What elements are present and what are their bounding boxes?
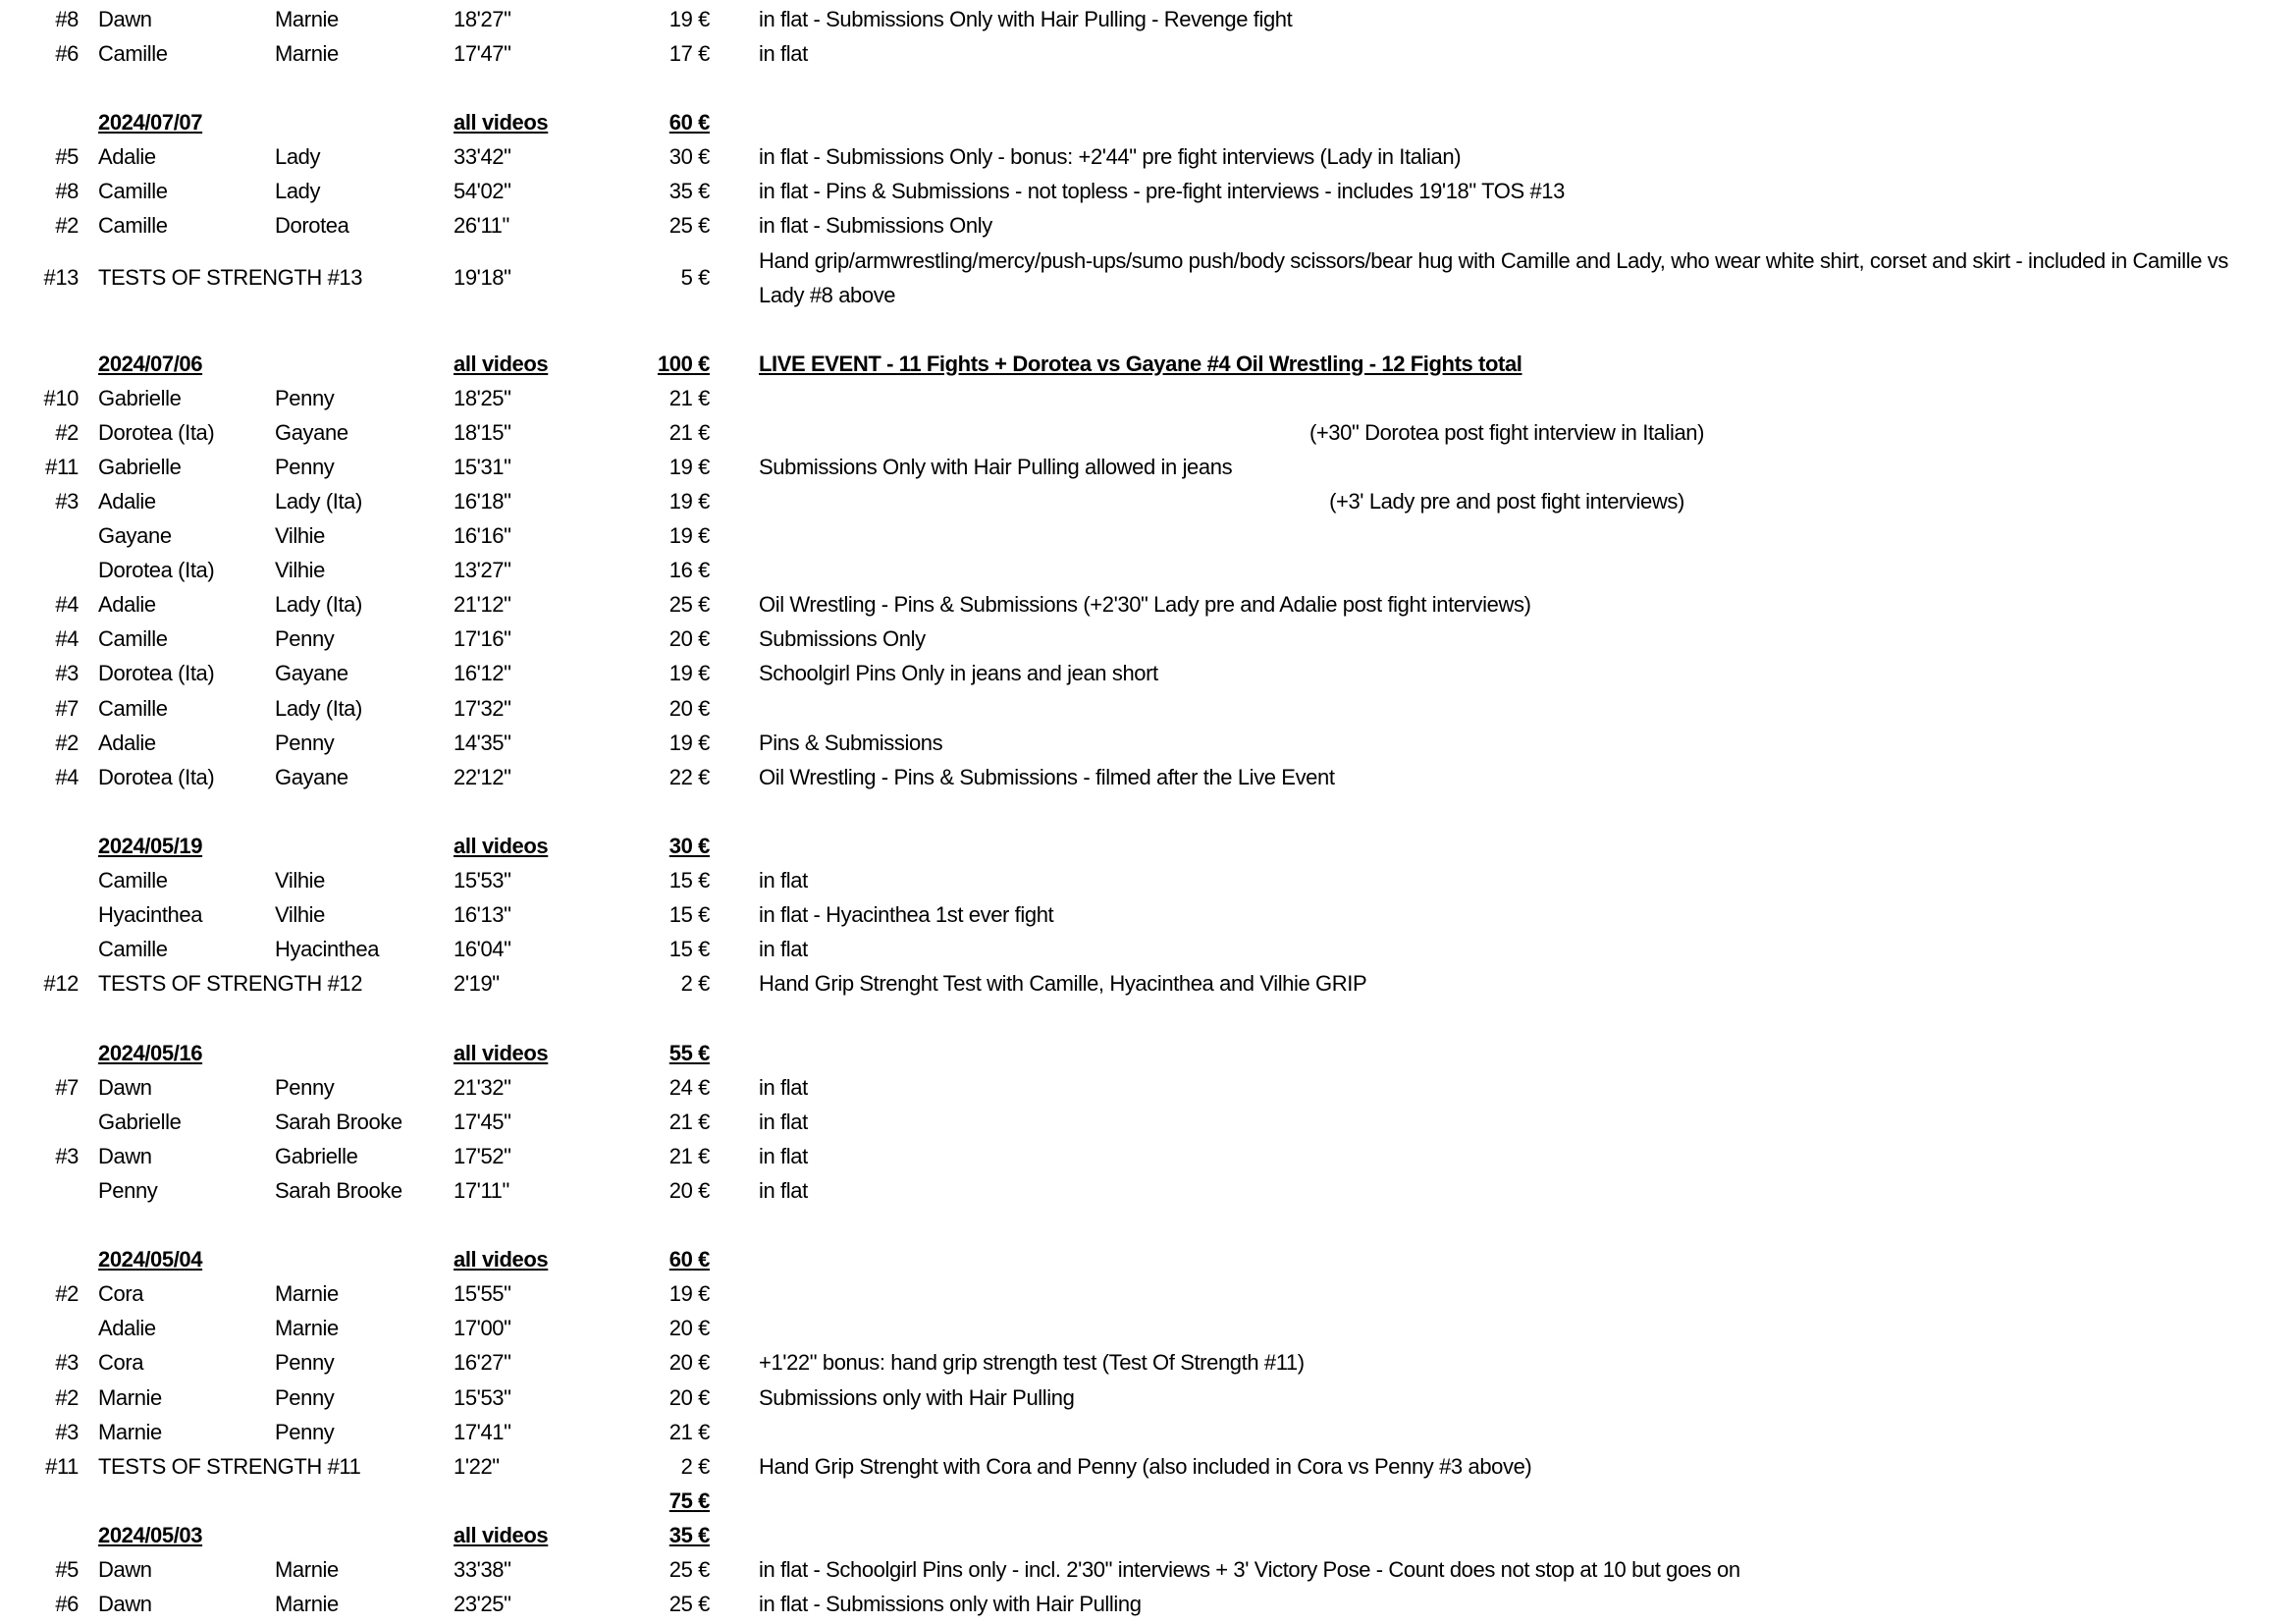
group-date: 2024/05/16: [98, 1040, 203, 1065]
fight-row: [0, 760, 2296, 794]
fight-row: [0, 1415, 2296, 1449]
fight-number: #5: [55, 143, 79, 169]
fight-note: in flat - Submissions Only with Hair Pulling - Revenge fight: [759, 6, 1293, 31]
fighter-1: Adalie: [98, 592, 156, 618]
price: 19 €: [668, 454, 710, 479]
fight-number: #13: [43, 264, 79, 290]
fighter-2: Sarah Brooke: [275, 1109, 402, 1134]
price: 2 €: [680, 1453, 710, 1479]
duration: 17'47": [454, 40, 511, 66]
fighter-2: Marnie: [275, 1557, 339, 1582]
fight-note: in flat - Pins & Submissions - not topless - pre-fight interviews - includes 19'18" TOS #13: [759, 179, 1565, 203]
fighter-1: Hyacinthea: [98, 902, 203, 928]
fight-row: [0, 554, 2296, 588]
fight-note: in flat: [759, 40, 808, 66]
fighter-1: Dorotea (Ita): [98, 661, 215, 686]
fight-number: #2: [55, 419, 79, 445]
fight-row: [0, 244, 2296, 312]
duration: 16'18": [454, 488, 511, 514]
duration: 17'00": [454, 1316, 511, 1341]
fighter-1: Adalie: [98, 1316, 156, 1341]
price: 19 €: [668, 1281, 710, 1307]
duration: 15'55": [454, 1281, 511, 1307]
fighter-1: Adalie: [98, 143, 156, 169]
duration: 16'27": [454, 1350, 511, 1376]
price: 2 €: [680, 971, 710, 997]
fighter-1: Dawn: [98, 1074, 152, 1100]
fight-row: [0, 1070, 2296, 1105]
fighter-1: Gabrielle: [98, 1109, 182, 1134]
fight-note: in flat: [759, 937, 808, 962]
duration: 18'15": [454, 419, 511, 445]
fight-note: in flat - Submissions Only: [759, 213, 992, 239]
fight-number: #8: [55, 6, 79, 31]
fighter-2: Sarah Brooke: [275, 1177, 402, 1203]
fighter-1: Gabrielle: [98, 454, 182, 479]
fight-number: #3: [55, 1143, 79, 1168]
all-videos-label: all videos: [454, 109, 549, 135]
duration: 16'04": [454, 937, 511, 962]
fighter-1: Dorotea (Ita): [98, 558, 215, 583]
price: 20 €: [668, 1384, 710, 1410]
fighter-1: Camille: [98, 868, 168, 893]
fighter-2: Hyacinthea: [275, 937, 380, 962]
fight-note: Oil Wrestling - Pins & Submissions - filmed after the Live Event: [759, 764, 1335, 789]
price: 20 €: [668, 695, 710, 721]
group-date: 2024/05/19: [98, 833, 203, 858]
fight-number: #2: [55, 1384, 79, 1410]
fight-row: [0, 1588, 2296, 1622]
fight-row: [0, 1346, 2296, 1380]
fighter-2: Penny: [275, 730, 335, 755]
fighter-2: Marnie: [275, 6, 339, 31]
fight-number: #4: [55, 592, 79, 618]
fighter-1: Dawn: [98, 1143, 152, 1168]
fight-row: [0, 588, 2296, 623]
fighter-1: TESTS OF STRENGTH #11: [98, 1453, 361, 1479]
fight-note: (+30" Dorotea post fight interview in Italian): [1308, 419, 1705, 445]
fight-number: #6: [55, 1592, 79, 1617]
fighter-1: Adalie: [98, 730, 156, 755]
fight-note: in flat: [759, 868, 808, 893]
fighter-1: Marnie: [98, 1419, 162, 1444]
duration: 21'12": [454, 592, 511, 618]
fight-note: Hand Grip Strenght Test with Camille, Hyacinthea and Vilhie GRIP: [759, 971, 1367, 997]
fight-note: in flat - Submissions Only - bonus: +2'44" pre fight interviews (Lady in Italian): [759, 143, 1462, 169]
fighter-2: Gayane: [275, 764, 348, 789]
date-group-header: [0, 1243, 2296, 1277]
price: 20 €: [668, 1177, 710, 1203]
fighter-2: Marnie: [275, 40, 339, 66]
price: 19 €: [668, 6, 710, 31]
price: 20 €: [668, 1350, 710, 1376]
fight-row: [0, 175, 2296, 209]
fight-number: #3: [55, 1419, 79, 1444]
duration: 17'45": [454, 1109, 511, 1134]
price: 35 €: [668, 179, 710, 203]
fighter-2: Lady (Ita): [275, 592, 362, 618]
fight-note: in flat: [759, 1109, 808, 1134]
fight-note: Oil Wrestling - Pins & Submissions (+2'30" Lady pre and Adalie post fight interviews): [759, 592, 1531, 618]
price: 15 €: [668, 868, 710, 893]
fighter-2: Gayane: [275, 419, 348, 445]
fighter-2: Penny: [275, 1350, 335, 1376]
fighter-1: Dorotea (Ita): [98, 764, 215, 789]
all-videos-label: all videos: [454, 1040, 549, 1065]
fight-row: [0, 1312, 2296, 1346]
all-videos-label: all videos: [454, 1247, 549, 1272]
fight-note: in flat: [759, 1074, 808, 1100]
duration: 17'52": [454, 1143, 511, 1168]
duration: 13'27": [454, 558, 511, 583]
fighter-2: Vilhie: [275, 868, 326, 893]
price: 19 €: [668, 488, 710, 514]
price: 20 €: [668, 1316, 710, 1341]
duration: 16'13": [454, 902, 511, 928]
fighter-1: Dawn: [98, 1592, 152, 1617]
group-date: 2024/07/06: [98, 351, 203, 376]
fight-row: [0, 657, 2296, 691]
price: 25 €: [668, 592, 710, 618]
fighter-2: Vilhie: [275, 523, 326, 548]
fight-note: Hand Grip Strenght with Cora and Penny (also included in Cora vs Penny #3 above): [759, 1453, 1532, 1479]
fight-note: Submissions Only: [759, 626, 926, 652]
all-videos-label: all videos: [454, 351, 549, 376]
date-group-header: [0, 105, 2296, 139]
fight-row: [0, 1380, 2296, 1415]
price: 19 €: [668, 523, 710, 548]
duration: 21'32": [454, 1074, 511, 1100]
group-note: LIVE EVENT - 11 Fights + Dorotea vs Gayane #4 Oil Wrestling - 12 Fights total: [759, 351, 1522, 376]
fighter-1: Camille: [98, 179, 168, 203]
fighter-2: Penny: [275, 1074, 335, 1100]
fight-number: #11: [45, 1453, 79, 1479]
duration: 17'11": [454, 1177, 509, 1203]
fighter-2: Vilhie: [275, 558, 326, 583]
fighter-1: Penny: [98, 1177, 158, 1203]
fight-number: #7: [55, 695, 79, 721]
fight-row: [0, 1449, 2296, 1484]
fighter-1: Cora: [98, 1281, 144, 1307]
fight-row: [0, 1105, 2296, 1139]
fight-row: [0, 519, 2296, 554]
price: 21 €: [668, 1419, 710, 1444]
fighter-1: Dawn: [98, 6, 152, 31]
fight-note: in flat - Schoolgirl Pins only - incl. 2'30" interviews + 3' Victory Pose - Count does not stop at 10 but goes on: [759, 1557, 1740, 1582]
fighter-2: Penny: [275, 1384, 335, 1410]
duration: 19'18": [454, 264, 511, 290]
duration: 33'38": [454, 1557, 511, 1582]
fight-number: #3: [55, 488, 79, 514]
all-videos-label: all videos: [454, 833, 549, 858]
date-group-header: [0, 1518, 2296, 1552]
fight-row: [0, 933, 2296, 967]
price: 25 €: [668, 213, 710, 239]
price: 20 €: [668, 626, 710, 652]
fighter-2: Lady: [275, 143, 321, 169]
date-group-header: [0, 1036, 2296, 1070]
fight-number: #4: [55, 626, 79, 652]
fighter-1: TESTS OF STRENGTH #12: [98, 971, 363, 997]
fight-note: in flat - Submissions only with Hair Pulling: [759, 1592, 1142, 1617]
fight-row: [0, 726, 2296, 760]
fight-number: #10: [43, 385, 79, 410]
fighter-2: Marnie: [275, 1316, 339, 1341]
fighter-1: Camille: [98, 626, 168, 652]
duration: 14'35": [454, 730, 511, 755]
fight-row: [0, 898, 2296, 933]
fighter-1: Gabrielle: [98, 385, 182, 410]
price: 22 €: [668, 764, 710, 789]
fighter-2: Penny: [275, 626, 335, 652]
price: 21 €: [668, 385, 710, 410]
duration: 17'41": [454, 1419, 511, 1444]
fight-row: [0, 691, 2296, 726]
fight-note: Schoolgirl Pins Only in jeans and jean short: [759, 661, 1158, 686]
fight-number: #7: [55, 1074, 79, 1100]
price: 21 €: [668, 419, 710, 445]
price: 16 €: [668, 558, 710, 583]
fighter-2: Penny: [275, 454, 335, 479]
fight-note: Pins & Submissions: [759, 730, 943, 755]
fight-row: [0, 450, 2296, 484]
fighter-2: Gayane: [275, 661, 348, 686]
fight-number: #12: [43, 971, 79, 997]
price: 19 €: [668, 730, 710, 755]
fight-number: #11: [45, 454, 79, 479]
fighter-2: Dorotea: [275, 213, 349, 239]
fighter-2: Lady (Ita): [275, 488, 362, 514]
fight-number: #2: [55, 213, 79, 239]
fight-note: in flat: [759, 1143, 808, 1168]
fighter-1: Gayane: [98, 523, 172, 548]
group-date: 2024/07/07: [98, 109, 203, 135]
fighter-1: Camille: [98, 695, 168, 721]
group-total-price: 30 €: [668, 833, 710, 858]
fighter-1: Camille: [98, 937, 168, 962]
duration: 16'16": [454, 523, 511, 548]
fighter-1: Dorotea (Ita): [98, 419, 215, 445]
fighter-1: Dawn: [98, 1557, 152, 1582]
group-date: 2024/05/04: [98, 1247, 203, 1272]
fighter-1: Adalie: [98, 488, 156, 514]
price: 17 €: [668, 40, 710, 66]
fight-row: [0, 139, 2296, 174]
price: 5 €: [680, 264, 710, 290]
fighter-2: Lady: [275, 179, 321, 203]
fighter-1: TESTS OF STRENGTH #13: [98, 264, 363, 290]
fight-row: [0, 1277, 2296, 1312]
price: 30 €: [668, 143, 710, 169]
group-total-price: 60 €: [668, 1247, 710, 1272]
group-total-price: 75 €: [668, 1488, 710, 1513]
group-total-price: 35 €: [668, 1522, 710, 1547]
duration: 26'11": [454, 213, 509, 239]
group-date: 2024/05/03: [98, 1522, 203, 1547]
duration: 18'27": [454, 6, 511, 31]
price: 21 €: [668, 1109, 710, 1134]
fight-number: #6: [55, 40, 79, 66]
fighter-1: Cora: [98, 1350, 144, 1376]
date-group-header: [0, 1484, 2296, 1518]
fighter-1: Marnie: [98, 1384, 162, 1410]
fight-number: #8: [55, 179, 79, 203]
fight-row: [0, 381, 2296, 415]
fighter-1: Camille: [98, 213, 168, 239]
price: 25 €: [668, 1592, 710, 1617]
price: 24 €: [668, 1074, 710, 1100]
fight-number: #5: [55, 1557, 79, 1582]
fight-number: #2: [55, 730, 79, 755]
fight-number: #3: [55, 1350, 79, 1376]
fight-note: in flat: [759, 1177, 808, 1203]
fighter-2: Vilhie: [275, 902, 326, 928]
fight-number: #2: [55, 1281, 79, 1307]
fighter-2: Gabrielle: [275, 1143, 358, 1168]
price: 21 €: [668, 1143, 710, 1168]
fight-number: #3: [55, 661, 79, 686]
fighter-2: Lady (Ita): [275, 695, 362, 721]
price: 15 €: [668, 937, 710, 962]
fight-row: [0, 415, 2296, 450]
fight-note: +1'22" bonus: hand grip strength test (Test Of Strength #11): [759, 1350, 1305, 1376]
duration: 15'31": [454, 454, 511, 479]
fight-row: [0, 1553, 2296, 1588]
fight-row: [0, 864, 2296, 898]
duration: 15'53": [454, 868, 511, 893]
group-total-price: 100 €: [657, 351, 710, 376]
fighter-2: Marnie: [275, 1592, 339, 1617]
duration: 22'12": [454, 764, 511, 789]
duration: 17'32": [454, 695, 511, 721]
group-total-price: 60 €: [668, 109, 710, 135]
price: 15 €: [668, 902, 710, 928]
price: 25 €: [668, 1557, 710, 1582]
duration: 1'22": [454, 1453, 500, 1479]
group-total-price: 55 €: [668, 1040, 710, 1065]
date-group-header: [0, 829, 2296, 863]
duration: 17'16": [454, 626, 511, 652]
duration: 33'42": [454, 143, 511, 169]
fighter-2: Penny: [275, 1419, 335, 1444]
fight-note: in flat - Hyacinthea 1st ever fight: [759, 902, 1054, 928]
fight-note: (+3' Lady pre and post fight interviews): [1329, 488, 1684, 514]
fighter-2: Marnie: [275, 1281, 339, 1307]
duration: 18'25": [454, 385, 511, 410]
fighter-2: Penny: [275, 385, 335, 410]
all-videos-label: all videos: [454, 1522, 549, 1547]
fight-number: #4: [55, 764, 79, 789]
fight-row: [0, 209, 2296, 244]
fight-note: Submissions only with Hair Pulling: [759, 1384, 1075, 1410]
duration: 15'53": [454, 1384, 511, 1410]
fight-note: Hand grip/armwrestling/mercy/push-ups/sumo push/body scissors/bear hug with Camille and Lady, who wear white shirt, corset and skirt - included in Camille vs Lady #8 above: [759, 247, 2229, 307]
fight-row: [0, 36, 2296, 71]
fight-row: [0, 1173, 2296, 1208]
fight-row: [0, 484, 2296, 518]
fight-row: [0, 967, 2296, 1001]
duration: 2'19": [454, 971, 500, 997]
date-group-header: [0, 347, 2296, 381]
duration: 16'12": [454, 661, 511, 686]
fight-row: [0, 2, 2296, 36]
duration: 54'02": [454, 179, 511, 203]
fight-row: [0, 623, 2296, 657]
price: 19 €: [668, 661, 710, 686]
duration: 23'25": [454, 1592, 511, 1617]
fighter-1: Camille: [98, 40, 168, 66]
fight-row: [0, 1139, 2296, 1173]
fight-note: Submissions Only with Hair Pulling allowed in jeans: [759, 454, 1233, 479]
